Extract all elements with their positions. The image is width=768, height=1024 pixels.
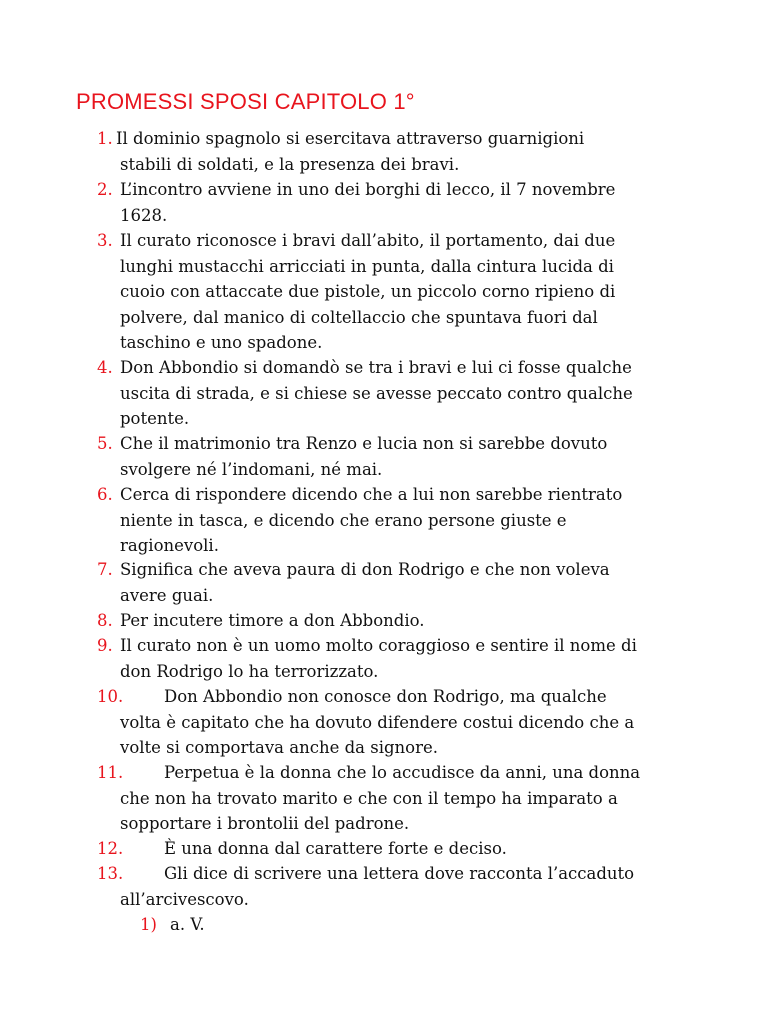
- list-item-4: [0, 355, 700, 432]
- list-number: 11.: [97, 763, 124, 782]
- list-item-3: [0, 228, 700, 356]
- list-text: volta è capitato che ha dovuto difendere costui dicendo che a: [120, 712, 635, 732]
- list-number: 1.: [97, 129, 113, 148]
- list-text: volte si comportava anche da signore.: [120, 738, 438, 757]
- list-text: Significa che aveva paura di don Rodrigo e che non voleva: [120, 560, 610, 579]
- list-item-10: [0, 684, 700, 761]
- list-number: 7.: [97, 560, 113, 579]
- list-number: 6.: [97, 485, 113, 504]
- list-number: 3.: [97, 231, 113, 250]
- list-item-2: [0, 177, 700, 228]
- list-number: 13.: [97, 864, 124, 883]
- list-text: potente.: [120, 409, 190, 428]
- list-number: 12.: [97, 839, 124, 858]
- list-item-8: [0, 608, 700, 634]
- list-text: Cerca di rispondere dicendo che a lui non sarebbe rientrato: [120, 485, 623, 504]
- list-text: ragionevoli.: [120, 536, 219, 555]
- list-item-7: [0, 557, 700, 608]
- list-text: Il dominio spagnolo si esercitava attraverso guarnigioni: [116, 129, 585, 148]
- list-number: 2.: [97, 180, 113, 199]
- list-text: uscita di strada, e si chiese se avesse peccato contro qualche: [120, 383, 633, 403]
- list-text: Il curato riconosce i bravi dall’abito, il portamento, dai due: [120, 231, 616, 250]
- list-text: don Rodrigo lo ha terrorizzato.: [120, 661, 379, 681]
- list-text: Don Abbondio non conosce don Rodrigo, ma qualche: [164, 687, 607, 706]
- list-text: cuoio con attaccate due pistole, un piccolo corno ripieno di: [120, 282, 616, 301]
- list-text: Don Abbondio si domandò se tra i bravi e lui ci fosse qualche: [120, 358, 632, 377]
- list-text: all’arcivescovo.: [120, 889, 249, 909]
- list-text: taschino e uno spadone.: [120, 333, 323, 352]
- list-text: Gli dice di scrivere una lettera dove racconta l’accaduto: [164, 864, 635, 883]
- list-text: che non ha trovato marito e che con il tempo ha imparato a: [120, 788, 618, 808]
- list-number: 10.: [97, 687, 124, 706]
- list-text: stabili di soldati, e la presenza dei bravi.: [120, 154, 460, 174]
- list-text: Il curato non è un uomo molto coraggioso e sentire il nome di: [120, 636, 637, 655]
- list-text: lunghi mustacchi arricciati in punta, dalla cintura lucida di: [120, 256, 614, 276]
- list-text: Per incutere timore a don Abbondio.: [120, 611, 425, 630]
- page-title: PROMESSI SPOSI CAPITOLO 1°: [76, 89, 415, 114]
- list-text: sopportare i brontolii del padrone.: [120, 814, 410, 833]
- list-item-6: [0, 482, 700, 559]
- list-text: Perpetua è la donna che lo accudisce da anni, una donna: [164, 763, 641, 782]
- list-text: niente in tasca, e dicendo che erano persone giuste e: [120, 510, 567, 530]
- list-number: 9.: [97, 636, 113, 655]
- sub-list-text: a. V.: [170, 915, 205, 934]
- list-item-5: [0, 431, 700, 482]
- list-number: 8.: [97, 611, 113, 630]
- list-item-1: [0, 126, 700, 177]
- list-text: polvere, dal manico di coltellaccio che spuntava fuori dal: [120, 307, 598, 327]
- list-number: 5.: [97, 434, 113, 453]
- list-number: 4.: [97, 358, 113, 377]
- sub-list-item: [0, 912, 700, 938]
- list-item-12: [0, 836, 700, 862]
- list-text: È una donna dal carattere forte e deciso.: [164, 839, 507, 858]
- list-item-11: [0, 760, 700, 837]
- list-text: avere guai.: [120, 585, 214, 605]
- list-item-13: [0, 861, 700, 912]
- list-text: Che il matrimonio tra Renzo e lucia non si sarebbe dovuto: [120, 434, 608, 453]
- list-text: 1628.: [120, 205, 168, 225]
- list-item-9: [0, 633, 700, 684]
- sub-list-number: 1): [140, 915, 157, 934]
- list-text: L’incontro avviene in uno dei borghi di lecco, il 7 novembre: [120, 180, 616, 199]
- list-text: svolgere né l’indomani, né mai.: [120, 459, 383, 479]
